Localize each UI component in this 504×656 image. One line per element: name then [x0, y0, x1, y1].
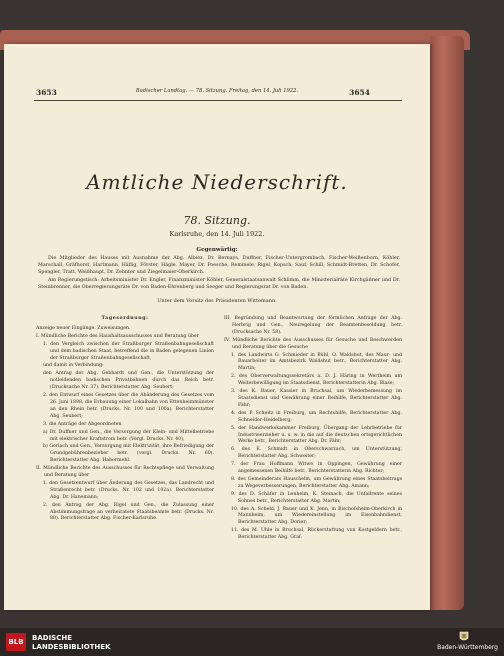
header-rule: [34, 100, 402, 101]
agenda-item: 11. des M. Uhle in Bruchsal, Rückerstattung von Kostgeldern betr., Berichterstatter Abg. Graf.: [231, 528, 402, 541]
library-name-line1: BADISCHE: [32, 634, 72, 642]
agenda-item: II. Mündliche Berichte des Ausschusses für Rechtspflege und Verwaltung und Beratung über: [36, 466, 214, 479]
agenda-item: 9. des D. Schäfer in Lenheim, K. Steinach, die Unfallrente seines Sohnes betr., Berichterstatter Abg. Martin;: [231, 491, 402, 504]
agenda-item: IV. Mündliche Berichte des Ausschusses für Gesuche und Beschwerden und Beratung über die Gesuche: [224, 337, 402, 350]
agenda-item: III. Begründung und Beantwortung der förmlichen Anfrage der Abg. Herbrig und Gen., Neuregelung der Beamtenbesoldung betr. (Drucksache Nr. 58).: [224, 316, 402, 335]
agenda-item: 7. der Frau Hoffmann Witwe in Oppingen, Gewährung einer angemessenen Beihilfe betr., Berichterstatterin Abg. Richter;: [231, 462, 402, 475]
session-heading: 78. Sitzung.: [183, 214, 251, 227]
government-paragraph: Am Regierungstisch: Arbeitsminister Dr. Engler, Finanzminister Köhler, Generalstaatsanwalt Schlimm, die Ministerialräte Kirchgäßner und Dr. Steinbrenner, die Oberregierungsräte Dr. von Baden-Ehrenberg und Seeger und Regierungsrat Dr. von Baden.: [38, 278, 400, 290]
agenda-heading: Tagesordnung:: [101, 316, 149, 321]
agenda-item: 8. des Gemeinderats Hauschelm, um Gewährung eines Staatsbeitrags zu Wegeverbesserungen, Berichterstatter Abg. Amann;: [231, 476, 402, 489]
agenda-item: 4. des P. Schnitz in Freiburg, um Rechtshilfe, Berichterstatter Abg. Schneider-Heidelberg;: [231, 410, 402, 423]
agenda-item: 2. des Oberverwaltungssekretärs a. D. J. Häring in Wertheim um Weiterbewilligung im Staatsdienst, Berichterstatterin Abg. Blase;: [231, 374, 402, 387]
agenda-column-right: [224, 316, 402, 543]
page-number-right: 3654: [349, 88, 370, 97]
agenda-item: 1. den Gesetzentwurf über Änderung des Gesetzes, das Landrecht und Straßenrecht betr. (Drucks. Nr. 102 und 102a). Berichterstatter Abg. Dr. Hanemann;: [43, 480, 214, 500]
agenda-item: Anzeige neuer Eingänge. Zuweisungen.: [36, 325, 131, 331]
agenda-item: 5. der Handwerkskammer Freiburg, Übergang der Lehrbetriebe für Industrieerzieher u. s. w. in die auf die deutschen ortsgerichtlichen Werke betr., Berichterstatter Abg. Dr. Fähr;: [231, 425, 402, 445]
page-number-left: 3653: [36, 88, 57, 97]
running-header: [4, 88, 430, 100]
agenda-item: 1. den Vergleich zwischen der Straßburger Straßenbahngesellschaft und dem badischen Staat, betreffend die in Baden gelegenen Linien der Straßburger Straßenbahngesellschaft,: [43, 341, 214, 361]
blb-logo: BLB: [6, 633, 26, 651]
agenda-item: und damit in Verbindung:: [43, 363, 104, 369]
present-label: Gegenwärtig:: [196, 247, 238, 253]
library-name-line2: LANDESBIBLIOTHEK: [32, 642, 111, 651]
dateline: Karlsruhe, den 14. Juli 1922.: [169, 230, 265, 238]
agenda-item: den Antrag der Abg. Gebhardt und Gen., die Unterstützung der notleidenden badischen Privatbahnen durch das Reich betr. (Drucksache Nr. 37). Berichterstatter Abg. Seubert;: [43, 371, 214, 391]
agenda-item: 3. des K. Bauer, Kassier in Bruchsal, um Wiederbemessung im Staatsdienst und Gewährung einer Beihilfe, Berichterstatter Abg. Fähr;: [231, 389, 402, 408]
document-page: [4, 44, 430, 610]
chair-line: Unter dem Vorsitz des Präsidenten Wittemann.: [157, 298, 277, 304]
agenda-item: b) Gerlach und Gen., Versorgung mit Elektrizität, ihre Befriedigung der Grundgebührenbezieher betr. (vergl. Drucks. Nr. 60). Berichterstatter Abg. Habermehl.: [43, 444, 214, 464]
agenda-item: a) Dr. Duffner und Gen., die Versorgung der Klein- und Mittelbetriebe mit elektrischer Kraftstrom betr. (Vergl. Drucks. Nr. 40),: [43, 429, 214, 442]
book-binding: [430, 36, 464, 610]
agenda-item: 2. den Entwurf eines Gesetzes über die Abänderung des Gesetzes vom 26. Juni 1898, die Erbauung einer Lokalbahn von Ettenheimmünster an den Rhein betr. (Drucks. Nr. 100 und 100a). Berichterstatter Abg. Seubert;: [43, 393, 214, 419]
state-name: Baden-Württemberg: [437, 644, 498, 651]
agenda-item: 10. des A. Scheld, J. Bauer und K. Jenn, in Bischofsheim-Oberkirch in Mannheim, um Wiedereinstellung im Eisenbahndienst, Berichterstatter Abg. Dorier;: [231, 506, 402, 526]
agenda-item: 1. des Landwirts G. Schmieder in Bühl, O. Waldshut, des Maur- und Bauarbeiter im Amtsbezirk Waldshut betr., Berichterstatter Abg. Martin;: [231, 352, 402, 372]
agenda-item: 2. den Antrag der Abg. Rigel und Gen., die Zulassung einer Abstimmungsfrage an verheiratete Staatsbeamte betr. (Drucks. Nr. 88). Berichterstatter Abg. Fischer-Karlsruhe.: [43, 502, 214, 522]
running-title: Badischer Landtag. — 78. Sitzung. Freitag, den 14. Juli 1922.: [135, 88, 299, 94]
crest-icon: [457, 631, 471, 643]
agenda-item: 6. des E. Schmidt in Oberschwarzach, um Unterstützung, Berichterstatter Abg. Schweiter;: [231, 447, 402, 460]
members-paragraph: Die Mitglieder des Hauses mit Ausnahme der Abg. Albiez, Dr. Bernays, Duffner, Fischer-Untergrombach, Fischer-Weißenborn, Köhler, Marschall, Gräfhorst, Hartmann, Häflig, Förster, Hägle, Mayer, Dr. Poesche, Remmele, Rigel, Kopsch, Sauf, Schill, Schmidt-Bretten, Dr. Schofer, Spengler, Tratt, Weißhaupt, Dr. Zehnter und Ziegelmaier-Oberkirch.: [38, 256, 400, 275]
agenda-item: 3. die Anträge der Abgeordneten: [43, 421, 122, 427]
document-title: Amtliche Niederschrift.: [86, 170, 348, 194]
library-name: [32, 634, 111, 651]
agenda-column-left: [36, 316, 214, 524]
agenda-item: I. Mündliche Berichte des Haushaltsausschusses und Beratung über: [36, 333, 199, 339]
